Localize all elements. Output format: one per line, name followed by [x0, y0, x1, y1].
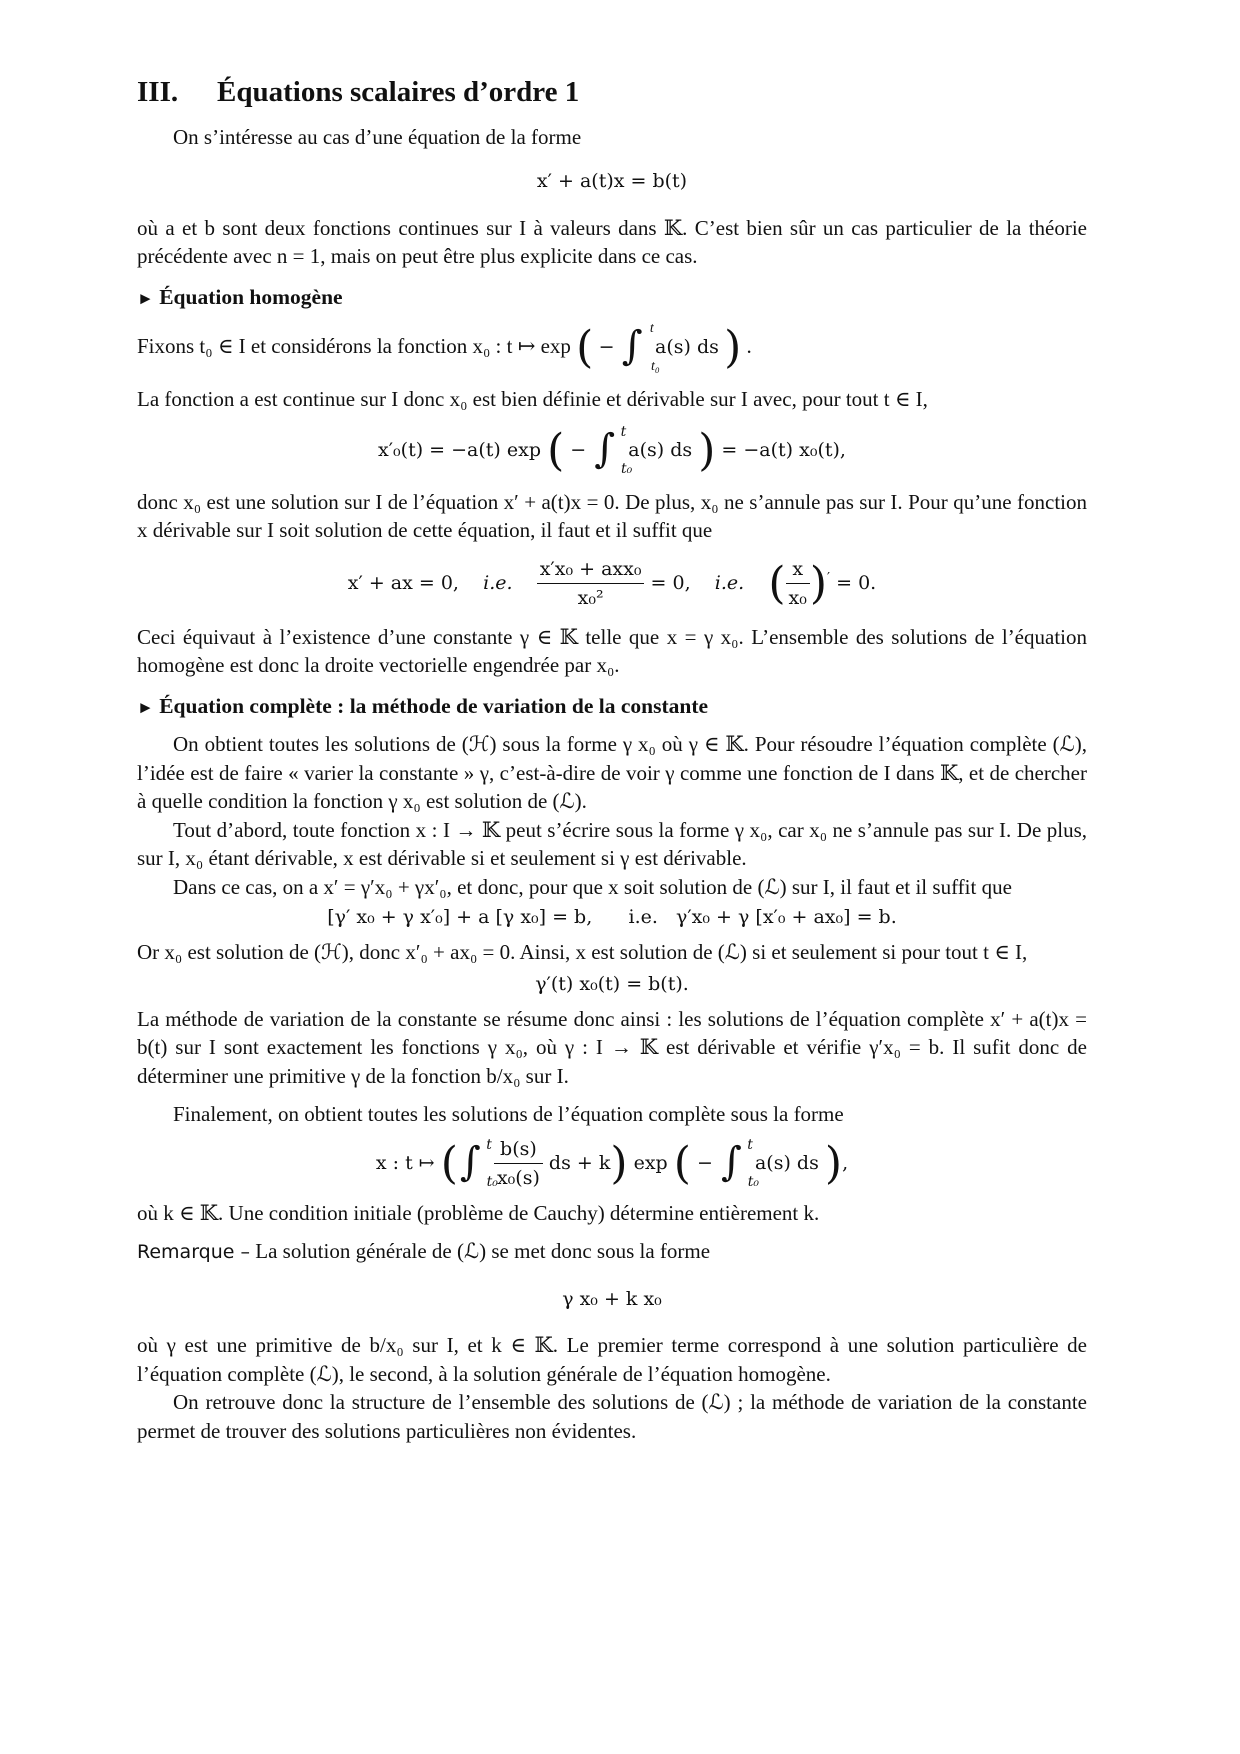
fraction-numerator: x: [786, 555, 810, 585]
right-paren: ): [824, 1137, 843, 1189]
complete-paragraph-5: La méthode de variation de la constante se résume donc ainsi : les solutions de l’équation complète x′ + a(t)x = b(t) sur I sont exactement les fonctions γ x₀, où γ : I → 𝕂 est dérivable et vérifie γ′x₀ = b. Il sufit donc de déterminer une primitive γ de la fonction b/x₀ sur I.: [137, 1006, 1087, 1088]
ie-label: i.e.: [483, 571, 513, 594]
right-paren: ): [809, 557, 828, 609]
integral-sign: [592, 423, 633, 478]
integral-upper: t: [620, 423, 627, 440]
complete-paragraph-2: Tout d’abord, toute fonction x : I → 𝕂 peut s’écrire sous la forme γ x₀, car x₀ ne s’annule pas sur I. De plus, sur I, x₀ étant dérivable, x est dérivable si et seulement si γ est dérivable.: [137, 817, 1087, 870]
fraction-b-x0: [494, 1135, 543, 1193]
fraction-denominator: x₀: [788, 587, 807, 609]
intro-text: On s’intéresse au cas d’une équation de la forme: [173, 124, 582, 149]
eq-f-mid: ds + k: [548, 1151, 611, 1174]
intro-paragraph: où a et b sont deux fonctions continues sur I à valeurs dans 𝕂. C’est bien sûr un cas particulier de la théorie précédente avec n = 1, mais on peut être plus explicite dans ce cas.: [137, 215, 1087, 268]
eq-f-lhs: x : t ↦: [375, 1151, 435, 1174]
deriv-rhs: = −a(t) x₀(t),: [721, 438, 846, 461]
minus-sign: −: [696, 1151, 713, 1174]
complete-paragraph-1: On obtient toutes les solutions de (ℋ) sous la forme γ x₀ où γ ∈ 𝕂. Pour résoudre l’équation complète (ℒ), l’idée est de faire « varier la constante » γ, c’est-à-dire de voir γ comme une fonction de I dans 𝕂, et de chercher à quelle condition la fonction γ x₀ est solution de (ℒ).: [137, 732, 1087, 813]
equation-derivative: [137, 424, 1087, 478]
integrand: a(s) ds: [655, 335, 719, 358]
eq-f-exp: exp: [633, 1151, 668, 1174]
right-paren: ): [698, 424, 716, 476]
eq-c: = 0.: [836, 571, 877, 594]
solution-paragraph: donc x₀ est une solution sur I de l’équation x′ + a(t)x = 0. De plus, x₀ ne s’annule pas sur I. Pour qu’une fonction x dérivable sur I soit solution de cette équation, il faut et il suffit que: [137, 489, 1087, 542]
definition-x0: [137, 321, 1087, 375]
subsection-title: Équation complète : la méthode de variation de la constante: [159, 693, 709, 718]
eq-a: x′ + ax = 0,: [347, 571, 459, 594]
integral-lower: t₀: [621, 461, 633, 477]
equation-variation: [γ′ x₀ + γ x′₀] + a [γ x₀] = b, i.e. γ′x₀ + γ [x′₀ + ax₀] = b.: [327, 906, 897, 928]
fix-text: Fixons t₀ ∈ I et considérons la fonction x₀ : t ↦ exp: [137, 333, 571, 358]
left-paren: (: [547, 424, 565, 476]
right-paren: ): [610, 1137, 628, 1189]
triangle-bullet-icon: ►: [137, 288, 154, 308]
subsection-homogeneous: [137, 283, 1087, 314]
deriv-lhs: x′₀(t) = −a(t) exp: [378, 438, 542, 461]
ie-label: i.e.: [714, 571, 745, 594]
integral-lower: t₀: [747, 1174, 759, 1190]
integral-sign: [719, 1136, 759, 1191]
left-paren: (: [673, 1137, 691, 1189]
complete-paragraph-3: Dans ce cas, on a x′ = γ′x₀ + γx′₀, et donc, pour que x soit solution de (ℒ) sur I, il faut et il suffit que: [173, 874, 1012, 899]
remark-paragraph: [137, 1237, 1087, 1267]
integral-upper: t: [649, 321, 654, 336]
equation-general-solution: [137, 1135, 1087, 1193]
integral-symbol: ∫: [459, 1138, 481, 1185]
fraction-numerator: b(s): [494, 1135, 543, 1165]
prime-mark: ′: [827, 570, 831, 586]
section-number: III.: [137, 76, 179, 108]
equation-main: x′ + a(t)x = b(t): [536, 170, 688, 192]
section-title: Équations scalaires d’ordre 1: [217, 76, 580, 108]
remark-label: Remarque –: [137, 1241, 250, 1263]
integral-symbol: ∫: [594, 425, 616, 472]
subsection-complete: [137, 692, 1087, 723]
equation-quotient: [137, 555, 1087, 613]
integral-lower: t₀: [650, 358, 660, 374]
eq-b: = 0,: [650, 571, 691, 594]
left-paren: (: [768, 557, 786, 609]
remark-text: La solution générale de (ℒ) se met donc sous la forme: [255, 1239, 711, 1263]
fraction-2: [786, 555, 810, 613]
integral-sign: [620, 321, 660, 375]
fraction-1: [537, 555, 645, 613]
fraction-numerator: x′x₀ + axx₀: [537, 555, 645, 585]
document-page: [137, 78, 1087, 1445]
integrand: a(s) ds: [628, 438, 693, 461]
integral-sign: [458, 1136, 498, 1191]
minus-sign: −: [570, 438, 587, 461]
integral-upper: t: [486, 1136, 492, 1153]
fraction-denominator: x₀²: [577, 587, 604, 609]
equation-condition: γ′(t) x₀(t) = b(t).: [535, 973, 689, 995]
left-paren: (: [576, 322, 594, 373]
remark-paragraph-2: On retrouve donc la structure de l’ensemble des solutions de (ℒ) ; la méthode de variation de la constante permet de trouver des solutions particulières non évidentes.: [137, 1390, 1087, 1443]
integral-symbol: ∫: [621, 323, 643, 369]
integral-lower: t₀: [486, 1174, 498, 1190]
integral-upper: t: [747, 1136, 753, 1153]
eq-f-end: ,: [842, 1151, 849, 1174]
triangle-bullet-icon: ►: [137, 697, 154, 717]
complete-paragraph-6: Finalement, on obtient toutes les solutions de l’équation complète sous la forme: [173, 1102, 844, 1126]
fraction-denominator: x₀(s): [496, 1167, 540, 1189]
homogeneous-conclusion: Ceci équivaut à l’existence d’une constante γ ∈ 𝕂 telle que x = γ x₀. L’ensemble des solutions de l’équation homogène est donc la droite vectorielle engendrée par x₀.: [137, 624, 1087, 677]
remark-paragraph-1: où γ est une primitive de b/x₀ sur I, et k ∈ 𝕂. Le premier terme correspond à une solution particulière de l’équation complète (ℒ), le second, à la solution générale de l’équation homogène.: [137, 1333, 1087, 1386]
subsection-title: Équation homogène: [159, 284, 343, 309]
continuity-text: La fonction a est continue sur I donc x₀ est bien définie et dérivable sur I avec, pour tout t ∈ I,: [137, 387, 928, 411]
right-paren: ): [724, 322, 742, 373]
minus-sign: −: [598, 335, 615, 358]
integral-symbol: ∫: [720, 1138, 742, 1185]
section-heading: [137, 78, 1087, 107]
period: .: [746, 333, 752, 358]
equation-remark: γ x₀ + k x₀: [562, 1287, 662, 1310]
complete-paragraph-7: où k ∈ 𝕂. Une condition initiale (problème de Cauchy) détermine entièrement k.: [137, 1200, 820, 1225]
left-paren: (: [440, 1137, 458, 1189]
complete-paragraph-4: Or x₀ est solution de (ℋ), donc x′₀ + ax₀ = 0. Ainsi, x est solution de (ℒ) si et seulement si pour tout t ∈ I,: [137, 939, 1028, 964]
integrand: a(s) ds: [754, 1151, 819, 1174]
